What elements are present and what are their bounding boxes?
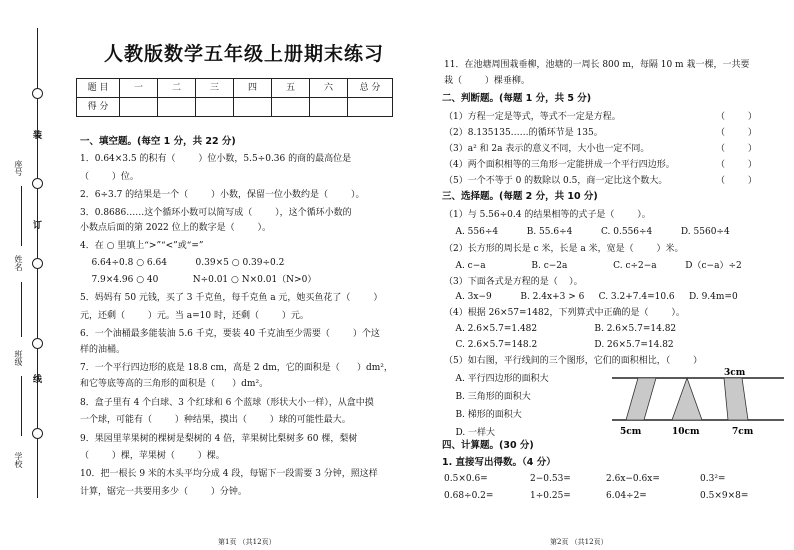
- figure-label: 10cm: [672, 427, 700, 437]
- triangle-shape: [672, 378, 702, 420]
- label-name: 姓名: [14, 255, 23, 271]
- cut-char: 线: [33, 375, 43, 385]
- question-line: 计算，锯完一共要用多少（ ）分钟。: [80, 487, 247, 497]
- question-line: 7.9×4.96 ○ 40 N÷0.01 ○ N×0.01（N>0）: [80, 275, 317, 285]
- label-school: 学校: [14, 452, 23, 468]
- judge-item: （1）方程一定是等式，等式不一定是方程。: [444, 112, 621, 122]
- score-cell[interactable]: [310, 98, 348, 117]
- question-line: 一个球，可能有（ ）种结果，摸出（ ）球的可能性最大。: [80, 415, 351, 425]
- question-line: 小数点后面的第 2022 位上的数字是（ ）。: [80, 223, 272, 233]
- page-footer: 第2页 （共12页）: [550, 538, 608, 546]
- calc-item: 2−0.53=: [530, 474, 571, 484]
- figure-label: 7cm: [732, 427, 754, 437]
- score-header-cell: 五: [272, 79, 310, 98]
- binding-hole: [32, 258, 43, 269]
- label-seat-number: 座号: [14, 160, 23, 176]
- score-header-cell: 六: [310, 79, 348, 98]
- parallelogram-shape: [626, 378, 656, 420]
- score-header-cell: 一: [120, 79, 158, 98]
- blank-name: [21, 282, 22, 337]
- choice-line: （4）根据 26×57=1482，下列算式中正确的是（ ）。: [444, 308, 685, 318]
- score-cell[interactable]: [158, 98, 196, 117]
- score-header-cell: 四: [234, 79, 272, 98]
- score-cell[interactable]: [120, 98, 158, 117]
- question-line: 11．在池塘周围栽垂柳，池塘的一周长 800 m，每隔 10 m 栽一棵，一共要: [444, 60, 750, 70]
- judge-item: （5）一个不等于 0 的数除以 0.5，商一定比这个数大。: [444, 176, 668, 186]
- question-line: 1．0.64×3.5 的积有（ ）位小数，5.5÷0.36 的商的最高位是: [80, 154, 352, 164]
- figure-label: 5cm: [620, 427, 642, 437]
- choice-line: （1）与 5.56÷0.4 的结果相等的式子是（ ）。: [444, 210, 651, 220]
- binding-hole: [32, 428, 43, 439]
- choice-line: （3）下面各式是方程的是（ ）。: [444, 277, 583, 287]
- choice-line: A. 3x−9 B. 2.4x+3 > 6 C. 3.2+7.4=10.6 D. 9.4m=0: [444, 292, 738, 302]
- question-line: 10．把一根长 9 米的木头平均分成 4 段，每锯下一段需要 3 分钟，照这样: [80, 469, 378, 479]
- section-choice-heading: 三、选择题。(每题 2 分，共 10 分): [442, 191, 598, 202]
- parallel-lines-figure: [612, 364, 784, 438]
- judge-item: （2）8.135135……的循环节是 135。: [444, 128, 603, 138]
- choice-line: C. 2.6×5.7=148.2 D. 26×5.7=14.82: [444, 340, 674, 350]
- label-class: 班级: [14, 350, 23, 366]
- score-cell[interactable]: [196, 98, 234, 117]
- choice-line: A. c−a B. c−2a C. c÷2−a D（c−a）÷2: [444, 261, 742, 271]
- question-line: 3．0.8686……这个循环小数可以简写成（ ），这个循环小数的: [80, 208, 352, 218]
- section-calc-heading: 四、计算题。(30 分): [442, 440, 534, 451]
- judge-answer-paren[interactable]: （ ）: [716, 112, 757, 122]
- question-line: 2．6÷3.7 的结果是一个（ ）小数，保留一位小数约是（ ）。: [80, 190, 365, 200]
- question-line: （ ）棵，苹果树（ ）棵。: [80, 451, 225, 461]
- binding-hole: [32, 88, 43, 99]
- score-header-cell: 二: [158, 79, 196, 98]
- judge-answer-paren[interactable]: （ ）: [716, 176, 757, 186]
- question-line: 6．一个油桶最多能装油 5.6 千克，要装 40 千克油至少需要（ ）个这: [80, 329, 380, 339]
- question-line: 9．果园里苹果树的棵树是梨树的 4 倍，苹果树比梨树多 60 棵，梨树: [80, 434, 358, 444]
- section-fill-blank-heading: 一、填空题。(每空 1 分，共 22 分): [80, 136, 236, 147]
- judge-item: （3）a² 和 2a 表示的意义不同，大小也一定不同。: [444, 144, 650, 154]
- cut-char: 装: [33, 131, 43, 141]
- score-header-cell: 三: [196, 79, 234, 98]
- question-line: 5．妈妈有 50 元钱，买了 3 千克鱼，每千克鱼 a 元，她买鱼花了（ ）: [80, 293, 383, 303]
- score-cell[interactable]: [272, 98, 310, 117]
- score-header-cell: 题 目: [77, 79, 120, 98]
- choice-line: D. 一样大: [444, 428, 496, 438]
- judge-answer-paren[interactable]: （ ）: [716, 160, 757, 170]
- question-line: 4．在 ○ 里填上“>”“<”或“=”: [80, 241, 204, 251]
- question-line: 元，还剩（ ）元。当 a=10 时，还剩（ ）元。: [80, 311, 309, 321]
- question-line: 样的油桶。: [80, 345, 126, 355]
- section-judge-heading: 二、判断题。(每题 1 分，共 5 分): [442, 93, 592, 104]
- binding-hole: [32, 178, 43, 189]
- choice-line: A. 2.6×5.7=1.482 B. 2.6×5.7=14.82: [444, 324, 677, 334]
- binding-hole: [32, 338, 43, 349]
- score-cell[interactable]: [234, 98, 272, 117]
- calc-subheading: 1. 直接写出得数。（4 分）: [442, 457, 556, 468]
- choice-line: （5）如右图，平行线间的三个图形，它们的面积相比，（ ）: [444, 356, 703, 366]
- question-line: 8．盒子里有 4 个白球、3 个红球和 6 个蓝球（形状大小一样），从盒中摸: [80, 398, 374, 408]
- choice-line: A. 平行四边形的面积大: [444, 374, 549, 384]
- cut-char: 订: [33, 221, 43, 231]
- judge-item: （4）两个面积相等的三角形一定能拼成一个平行四边形。: [444, 160, 675, 170]
- calc-item: 0.3²=: [700, 474, 726, 484]
- choice-line: B. 梯形的面积大: [444, 410, 522, 420]
- blank-class: [21, 376, 22, 436]
- question-line: 栽（ ）棵垂柳。: [444, 76, 530, 86]
- calc-item: 1÷0.25=: [530, 491, 571, 501]
- calc-item: 0.5×0.6=: [444, 474, 488, 484]
- question-line: （ ）位。: [80, 172, 139, 182]
- calc-item: 0.5×9×8=: [700, 491, 749, 501]
- judge-answer-paren[interactable]: （ ）: [716, 128, 757, 138]
- calc-item: 2.6x−0.6x=: [606, 474, 660, 484]
- calc-item: 6.04÷2=: [606, 491, 647, 501]
- score-table: [76, 78, 393, 117]
- question-line: 6.64÷0.8 ○ 6.64 0.39×5 ○ 0.39÷0.2: [80, 258, 285, 268]
- score-cell[interactable]: [348, 98, 393, 117]
- score-row: [77, 98, 393, 117]
- judge-answer-paren[interactable]: （ ）: [716, 144, 757, 154]
- score-label-cell: 得 分: [77, 98, 120, 117]
- blank-seat: [21, 186, 22, 246]
- score-header-cell: 总 分: [348, 79, 393, 98]
- choice-line: B. 三角形的面积大: [444, 392, 531, 402]
- choice-line: （2）长方形的周长是 c 米，长是 a 米，宽是（ ）米。: [444, 244, 684, 254]
- score-header-row: [77, 79, 393, 98]
- figure-label: 3cm: [724, 368, 746, 378]
- question-line: 7．一个平行四边形的底是 18.8 cm，高是 2 dm，它的面积是（ ）dm²，: [80, 363, 393, 373]
- page-footer: 第1页 （共12页）: [218, 538, 276, 546]
- question-line: 和它等底等高的三角形的面积是（ ）dm²。: [80, 379, 269, 389]
- binding-margin: [0, 0, 44, 550]
- trapezoid-shape: [724, 378, 748, 420]
- exam-title: 人教版数学五年级上册期末练习: [104, 43, 385, 65]
- choice-line: A. 556÷4 B. 55.6÷4 C. 0.556÷4 D. 5560÷4: [444, 227, 730, 237]
- calc-item: 0.68÷0.2=: [444, 491, 494, 501]
